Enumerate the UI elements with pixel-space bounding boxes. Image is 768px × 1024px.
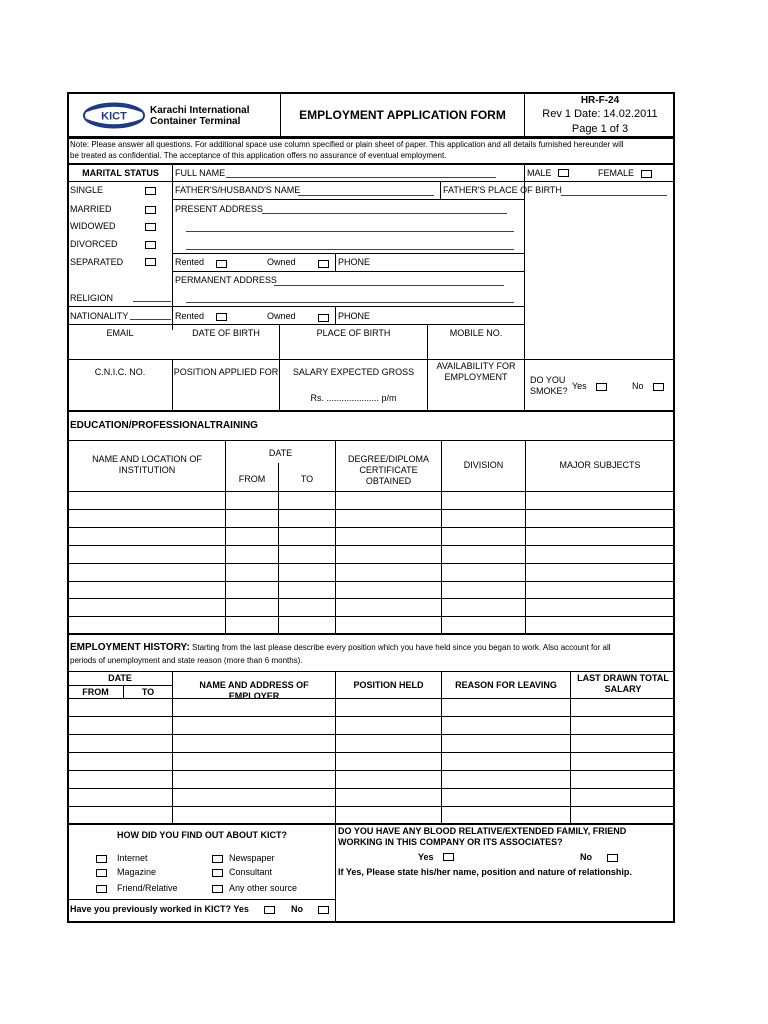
mobile-label: MOBILE NO. (449, 328, 503, 338)
present-address-line2[interactable] (186, 231, 514, 232)
emp-row[interactable] (68, 716, 674, 717)
emp-row[interactable] (68, 770, 674, 771)
fathers-name-line[interactable] (298, 195, 434, 196)
full-name-line[interactable] (226, 177, 496, 178)
married-checkbox[interactable] (145, 206, 156, 214)
employment-desc-line2: periods of unemployment and state reason (more than 6 months). (70, 656, 303, 665)
permanent-owned-checkbox[interactable] (318, 314, 329, 322)
worked-before-question: Have you previously worked in KICT? Yes (70, 904, 249, 914)
find-out-question: HOW DID YOU FIND OUT ABOUT KICT? (117, 830, 287, 840)
edu-row[interactable] (68, 598, 674, 599)
edu-row[interactable] (68, 563, 674, 564)
other-source-checkbox[interactable] (212, 885, 223, 893)
permanent-address-line1[interactable] (274, 285, 504, 286)
relative-detail: If Yes, Please state his/her name, position and nature of relationship. (338, 867, 632, 877)
marital-status-label: MARITAL STATUS (82, 168, 159, 178)
edu-institution-header: NAME AND LOCATION OF INSTITUTION (92, 454, 202, 475)
magazine-checkbox[interactable] (96, 869, 107, 877)
permanent-owned-label: Owned (267, 311, 296, 321)
male-checkbox[interactable] (558, 169, 569, 177)
logo-text: KICT (101, 110, 127, 123)
separated-checkbox[interactable] (145, 258, 156, 266)
married-label: MARRIED (70, 204, 112, 214)
nationality-line[interactable] (130, 319, 171, 320)
single-checkbox[interactable] (145, 187, 156, 195)
emp-employer-header: NAME AND ADDRESS OF EMPLOYER (199, 680, 309, 701)
worked-before-yes-checkbox[interactable] (264, 906, 275, 914)
edu-to-header: TO (300, 474, 314, 484)
revision-date: Rev 1 Date: 14.02.2011 (542, 108, 658, 120)
permanent-rented-label: Rented (175, 311, 205, 321)
emp-row[interactable] (68, 734, 674, 735)
edu-subjects-header: MAJOR SUBJECTS (559, 460, 641, 470)
edu-row[interactable] (68, 581, 674, 582)
present-address-line1[interactable] (262, 213, 507, 214)
edu-degree-header: DEGREE/DIPLOMA CERTIFICATE OBTAINED (347, 454, 430, 486)
divorced-checkbox[interactable] (145, 241, 156, 249)
friend-label: Friend/Relative (117, 883, 178, 893)
emp-to-header: TO (141, 687, 155, 697)
edu-date-header: DATE (268, 448, 293, 458)
relative-question: DO YOU HAVE ANY BLOOD RELATIVE/EXTENDED FAMILY, FRIEND WORKING IN THIS COMPANY OR ITS ASSOCIATES? (338, 826, 627, 847)
single-label: SINGLE (70, 185, 104, 195)
edu-row[interactable] (68, 616, 674, 617)
internet-label: Internet (117, 853, 148, 863)
present-phone-label: PHONE (338, 257, 371, 267)
page-number: Page 1 of 3 (571, 123, 629, 135)
religion-label: RELIGION (70, 293, 114, 303)
permanent-address-line2[interactable] (186, 302, 514, 303)
worked-before-no-checkbox[interactable] (318, 906, 329, 914)
permanent-phone-label: PHONE (338, 311, 371, 321)
edu-row[interactable] (68, 509, 674, 510)
relative-yes-label: Yes (418, 852, 434, 862)
company-name-line2: Container Terminal (150, 116, 241, 127)
internet-checkbox[interactable] (96, 855, 107, 863)
emp-reason-header: REASON FOR LEAVING (455, 680, 557, 690)
separated-label: SEPARATED (70, 257, 124, 267)
other-source-label: Any other source (229, 883, 298, 893)
form-title: EMPLOYMENT APPLICATION FORM (299, 108, 506, 122)
fathers-place-label: FATHER'S PLACE OF BIRTH (443, 185, 562, 195)
employment-title: EMPLOYMENT HISTORY: (70, 642, 190, 653)
present-address-label: PRESENT ADDRESS (175, 204, 263, 214)
emp-from-header: FROM (82, 687, 109, 697)
dob-label: DATE OF BIRTH (192, 328, 260, 338)
fathers-place-line[interactable] (561, 195, 667, 196)
nationality-label: NATIONALITY (70, 311, 129, 321)
note-text-line2: be treated as confidential. The acceptance of this application offers no assurance of eventual employment. (70, 151, 447, 160)
relative-yes-checkbox[interactable] (443, 853, 454, 861)
salary-expected-label: SALARY EXPECTED GROSS (292, 367, 415, 377)
position-applied-label: POSITION APPLIED FOR (173, 367, 279, 377)
emp-salary-header: LAST DRAWN TOTAL SALARY (577, 673, 669, 694)
permanent-address-label: PERMANENT ADDRESS (175, 275, 277, 285)
newspaper-label: Newspaper (229, 853, 275, 863)
edu-row[interactable] (68, 527, 674, 528)
email-label: EMAIL (106, 328, 134, 338)
emp-row[interactable] (68, 788, 674, 789)
consultant-label: Consultant (229, 867, 273, 877)
emp-date-header: DATE (108, 673, 132, 683)
edu-from-header: FROM (238, 474, 266, 484)
emp-row[interactable] (68, 806, 674, 807)
edu-row[interactable] (68, 545, 674, 546)
education-title: EDUCATION/PROFESSIONALTRAINING (70, 420, 258, 431)
employment-desc-line1: Starting from the last please describe every position which you have held since you began to work. Also account for all (189, 643, 611, 652)
present-rented-checkbox[interactable] (216, 260, 227, 268)
widowed-checkbox[interactable] (145, 223, 156, 231)
note-text-line1: Note: Please answer all questions. For additional space use column specified or plain sheet of paper. This application and all details furnished hereunder will (70, 140, 624, 149)
relative-no-label: No (580, 852, 592, 862)
smoke-no-checkbox[interactable] (653, 383, 664, 391)
employment-description (70, 642, 611, 653)
present-owned-checkbox[interactable] (318, 260, 329, 268)
worked-before-no-label: No (291, 904, 303, 914)
salary-fill[interactable]: Rs. ..................... p/m (310, 393, 397, 403)
magazine-label: Magazine (117, 867, 157, 877)
present-rented-label: Rented (175, 257, 205, 267)
newspaper-checkbox[interactable] (212, 855, 223, 863)
edu-division-header: DIVISION (463, 460, 504, 470)
religion-line[interactable] (133, 301, 171, 302)
smoke-no-label: No (632, 381, 644, 391)
smoke-label: DO YOU SMOKE? (530, 375, 568, 396)
emp-row[interactable] (68, 752, 674, 753)
doc-code: HR-F-24 (580, 95, 620, 106)
widowed-label: WIDOWED (70, 221, 116, 231)
present-address-line3[interactable] (186, 249, 514, 250)
company-name-line1: Karachi International (150, 105, 250, 116)
cnic-label: C.N.I.C. NO. (94, 367, 146, 377)
kict-logo (82, 102, 146, 129)
smoke-yes-label: Yes (572, 381, 587, 391)
permanent-rented-checkbox[interactable] (216, 313, 227, 321)
pob-label: PLACE OF BIRTH (316, 328, 391, 338)
emp-position-header: POSITION HELD (353, 680, 424, 690)
friend-checkbox[interactable] (96, 885, 107, 893)
relative-no-checkbox[interactable] (607, 854, 618, 862)
smoke-yes-checkbox[interactable] (596, 383, 607, 391)
consultant-checkbox[interactable] (212, 869, 223, 877)
fathers-name-label: FATHER'S/HUSBAND'S NAME (175, 185, 301, 195)
divorced-label: DIVORCED (70, 239, 118, 249)
education-section (67, 411, 675, 634)
female-label: FEMALE (598, 168, 635, 178)
full-name-label: FULL NAME (175, 168, 226, 178)
female-checkbox[interactable] (641, 170, 652, 178)
present-owned-label: Owned (267, 257, 296, 267)
availability-label: AVAILABILITY FOR EMPLOYMENT (436, 361, 516, 382)
male-label: MALE (527, 168, 552, 178)
